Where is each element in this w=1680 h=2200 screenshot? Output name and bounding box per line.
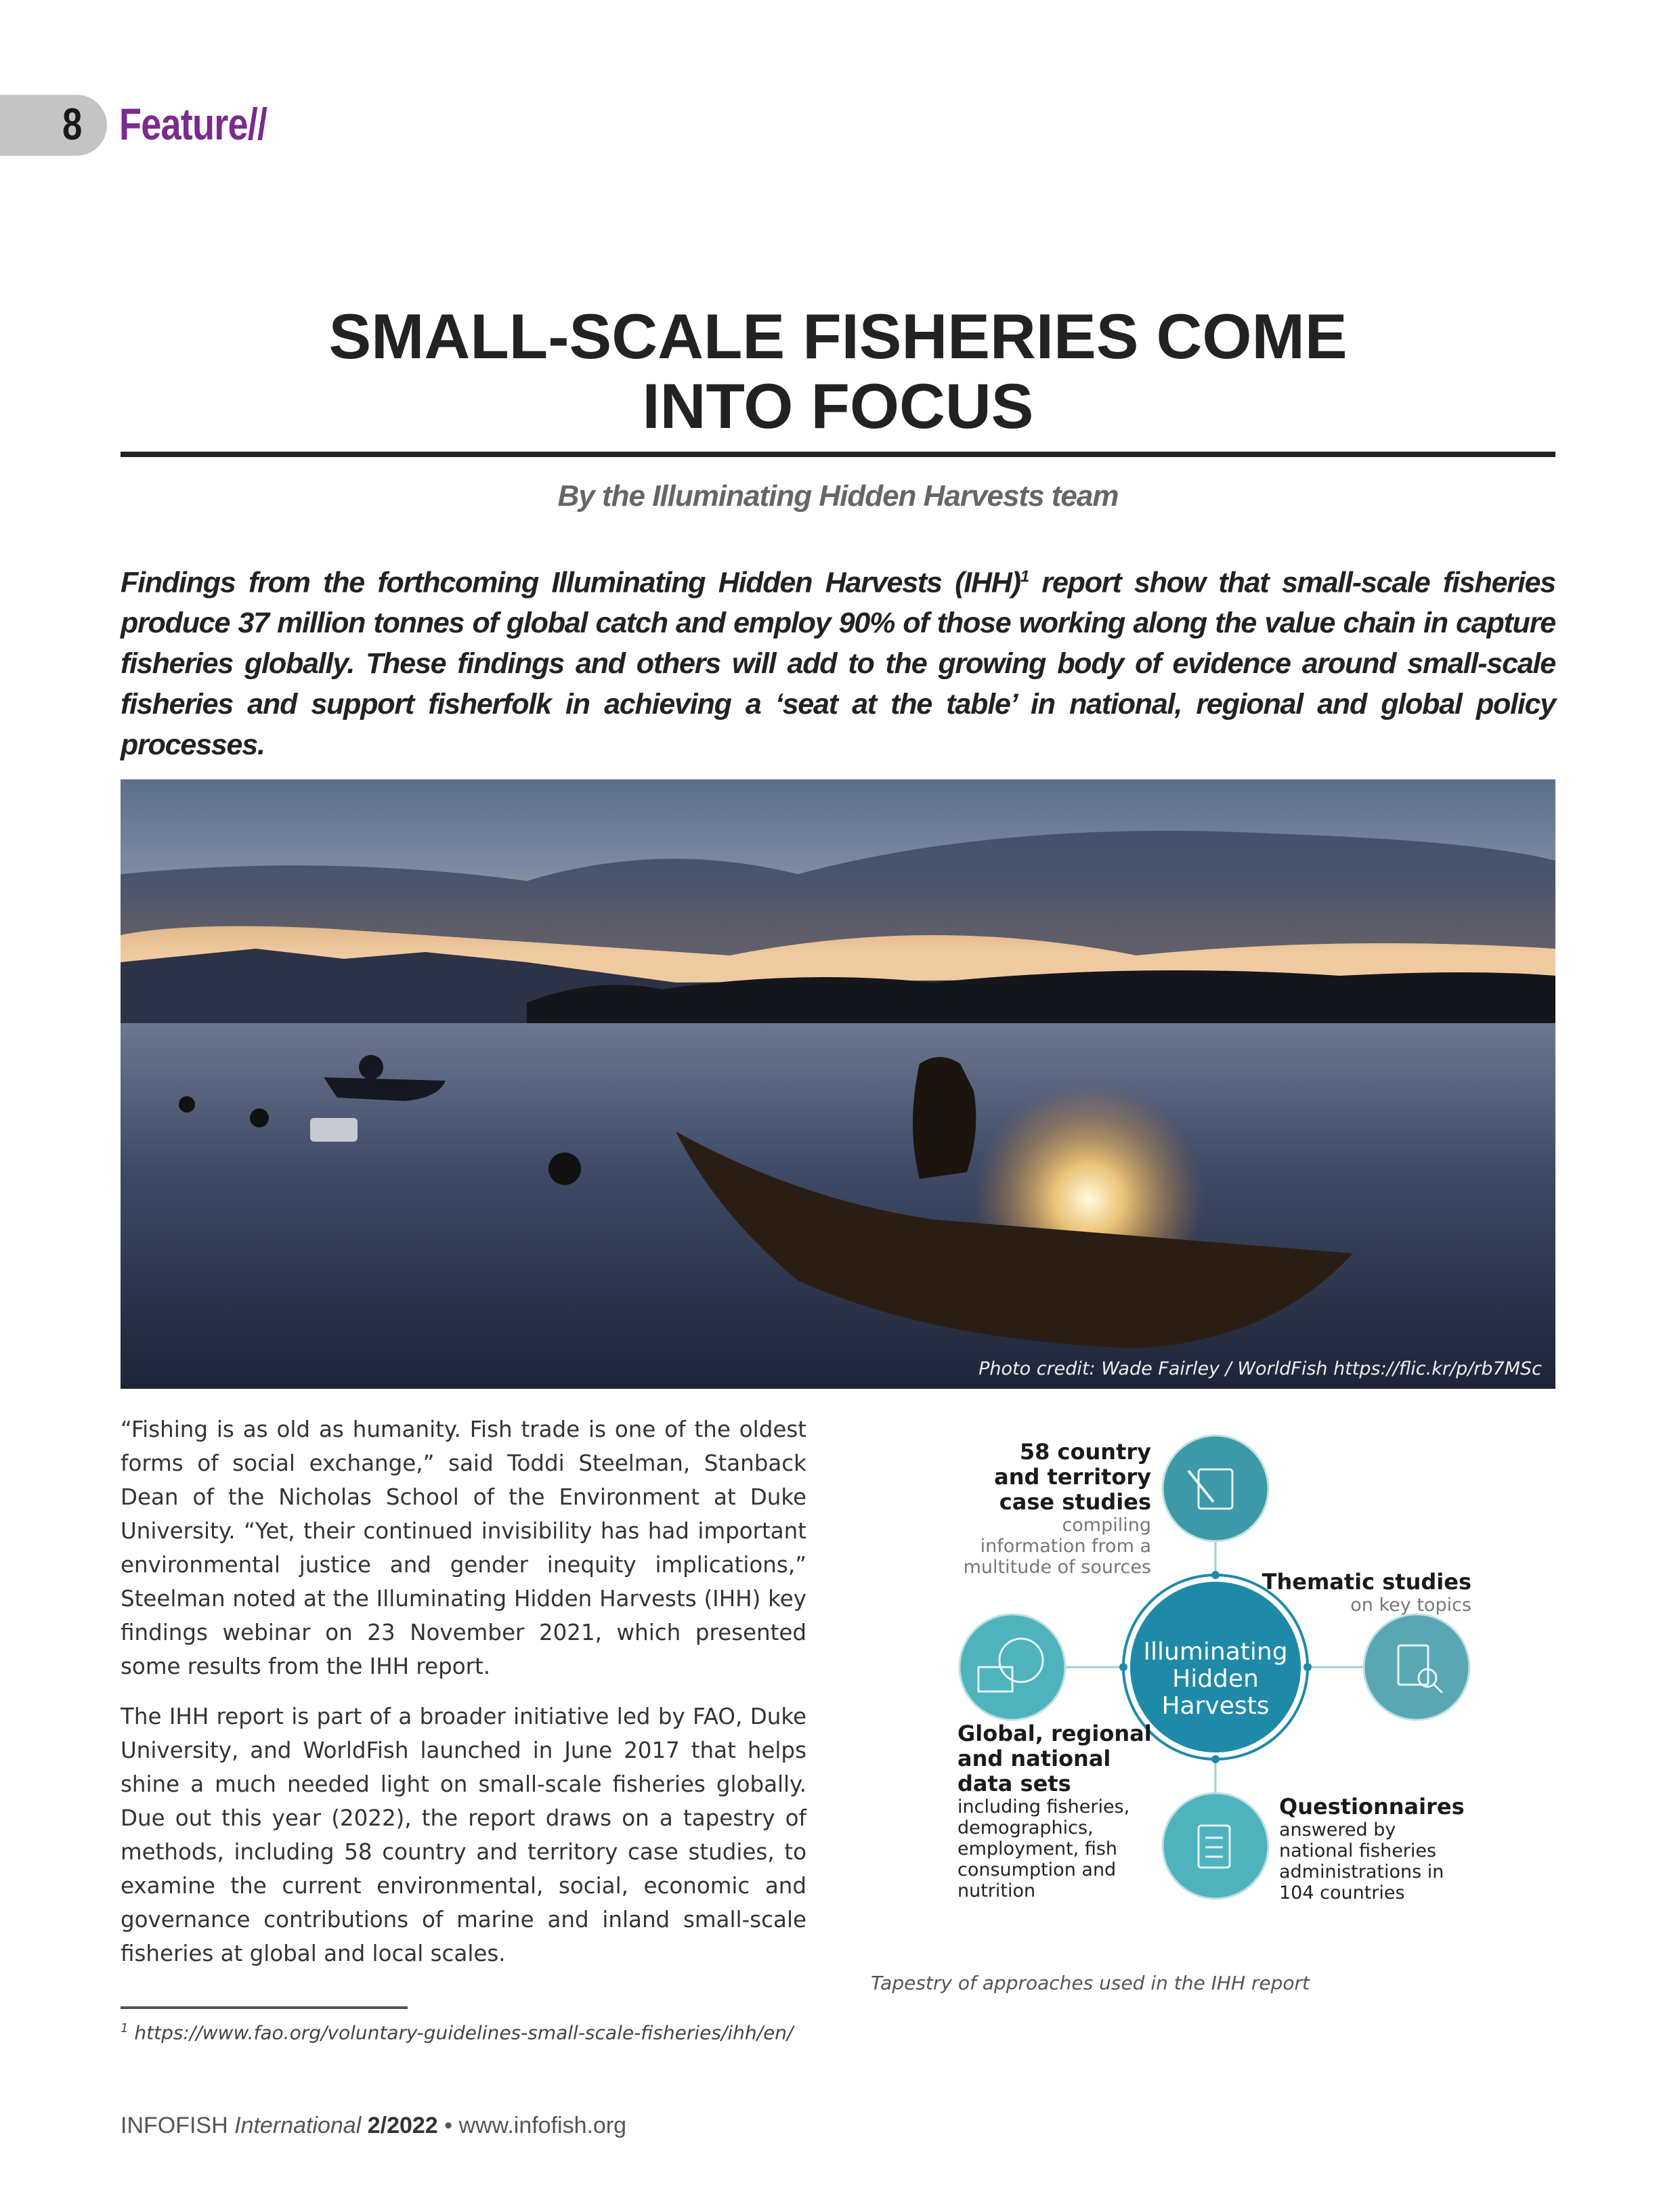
- label-sub: employment, fish: [957, 1838, 1118, 1859]
- label-title: and national: [957, 1746, 1111, 1771]
- title-line: INTO FOCUS: [642, 370, 1034, 441]
- document-search-icon: [1364, 1614, 1469, 1720]
- footnote-ref[interactable]: 1: [1020, 567, 1029, 586]
- label-title: data sets: [957, 1771, 1071, 1796]
- title-rule: [121, 452, 1555, 457]
- label-sub: information from a: [980, 1536, 1151, 1557]
- label-sub: national fisheries: [1279, 1840, 1437, 1861]
- label-title: and territory: [994, 1464, 1151, 1490]
- diagram-caption: Tapestry of approaches used in the IHH report: [871, 1972, 1310, 1994]
- label-sub: on key topics: [1350, 1595, 1471, 1616]
- byline: By the Illuminating Hidden Harvests team: [557, 479, 1119, 513]
- label-title: 58 country: [1019, 1439, 1151, 1465]
- footer-brand-italic: International: [234, 2113, 362, 2138]
- label-sub: including fisheries,: [957, 1796, 1130, 1817]
- page-number-tab: [0, 95, 107, 156]
- label-sub: consumption and: [957, 1859, 1117, 1880]
- page-number: 8: [62, 99, 83, 149]
- label-sub: multitude of sources: [963, 1557, 1151, 1578]
- center-label-line: Harvests: [1161, 1692, 1270, 1720]
- document-pencil-icon: [1163, 1436, 1268, 1541]
- center-label-line: Hidden: [1172, 1665, 1259, 1693]
- clipboard-checklist-icon: [1163, 1793, 1268, 1899]
- footnote-mark: 1: [121, 2021, 129, 2035]
- label-sub: answered by: [1279, 1819, 1396, 1840]
- center-label-line: Illuminating: [1143, 1638, 1288, 1666]
- label-sub: 104 countries: [1279, 1882, 1405, 1903]
- label-sub: nutrition: [957, 1880, 1036, 1901]
- page-footer: [121, 2113, 626, 2139]
- footnote: [121, 2021, 793, 2044]
- lead-text: report show that small-scale fisheries produce 37 million tonnes of global catch and employ 90% of those working along the value chain in capture fisheries globally. These findings and others will add to the growing body of evidence around small-scale fisheries and support fisherfolk in achieving a ‘seat at the table’ in national, regional and global policy processes.: [121, 566, 1555, 762]
- label-sub: administrations in: [1279, 1861, 1444, 1882]
- footnote-link[interactable]: https://www.fao.org/voluntary-guidelines-small-scale-fisheries/ihh/en/: [134, 2021, 794, 2044]
- title-line: SMALL-SCALE FISHERIES COME: [328, 301, 1348, 372]
- label-title: case studies: [999, 1489, 1151, 1515]
- lead-paragraph: [121, 557, 1555, 765]
- body-paragraph: “Fishing is as old as humanity. Fish trade is one of the oldest forms of social exchange,” said Toddi Steelman, Stanback Dean of the Nicholas School of the Environment at Duke University. “Yet, their continued invisibility has had important environmental justice and gender inequity implications,” Steelman noted at the Illuminating Hidden Harvests (IHH) key findings webinar on 23 November 2021, which presented some results from the IHH report.: [121, 1417, 806, 1679]
- thematic-studies-label: [1262, 1570, 1471, 1616]
- body-column: [121, 1412, 806, 1987]
- footnote-divider: [121, 2006, 408, 2009]
- article-photo: [121, 779, 1555, 1389]
- footer-url[interactable]: www.infofish.org: [458, 2113, 627, 2138]
- globe-folder-icon: [960, 1614, 1065, 1720]
- label-title: Global, regional: [957, 1721, 1152, 1746]
- case-studies-label: [964, 1440, 1151, 1578]
- article-title: [121, 301, 1555, 441]
- questionnaires-label: [1279, 1794, 1465, 1903]
- lead-text: Findings from the forthcoming Illuminating Hidden Harvests (IHH): [121, 566, 1020, 599]
- section-label: Feature//: [119, 99, 267, 149]
- label-sub: demographics,: [957, 1817, 1094, 1838]
- footer-separator: •: [444, 2113, 453, 2138]
- photo-credit: Photo credit: Wade Fairley / WorldFish https://flic.kr/p/rb7MSc: [978, 1358, 1542, 1379]
- footer-brand: INFOFISH: [121, 2113, 228, 2138]
- footer-issue: 2/2022: [367, 2113, 438, 2138]
- label-title: Questionnaires: [1279, 1794, 1465, 1819]
- label-title: Thematic studies: [1262, 1569, 1471, 1595]
- datasets-label: [957, 1721, 1152, 1901]
- center-node-label: [1123, 1639, 1308, 1720]
- label-sub: compiling: [1062, 1515, 1151, 1536]
- fisherman-boat-sunset-image: [121, 779, 1555, 1389]
- body-paragraph: The IHH report is part of a broader initiative led by FAO, Duke University, and WorldFish launched in June 2017 that helps shine a much needed light on small-scale fisheries globally. Due out this year (2022), the report draws on a tapestry of methods, including 58 country and territory case studies, to examine the current environmental, social, economic and governance contributions of marine and inland small-scale fisheries at global and local scales.: [121, 1704, 806, 1966]
